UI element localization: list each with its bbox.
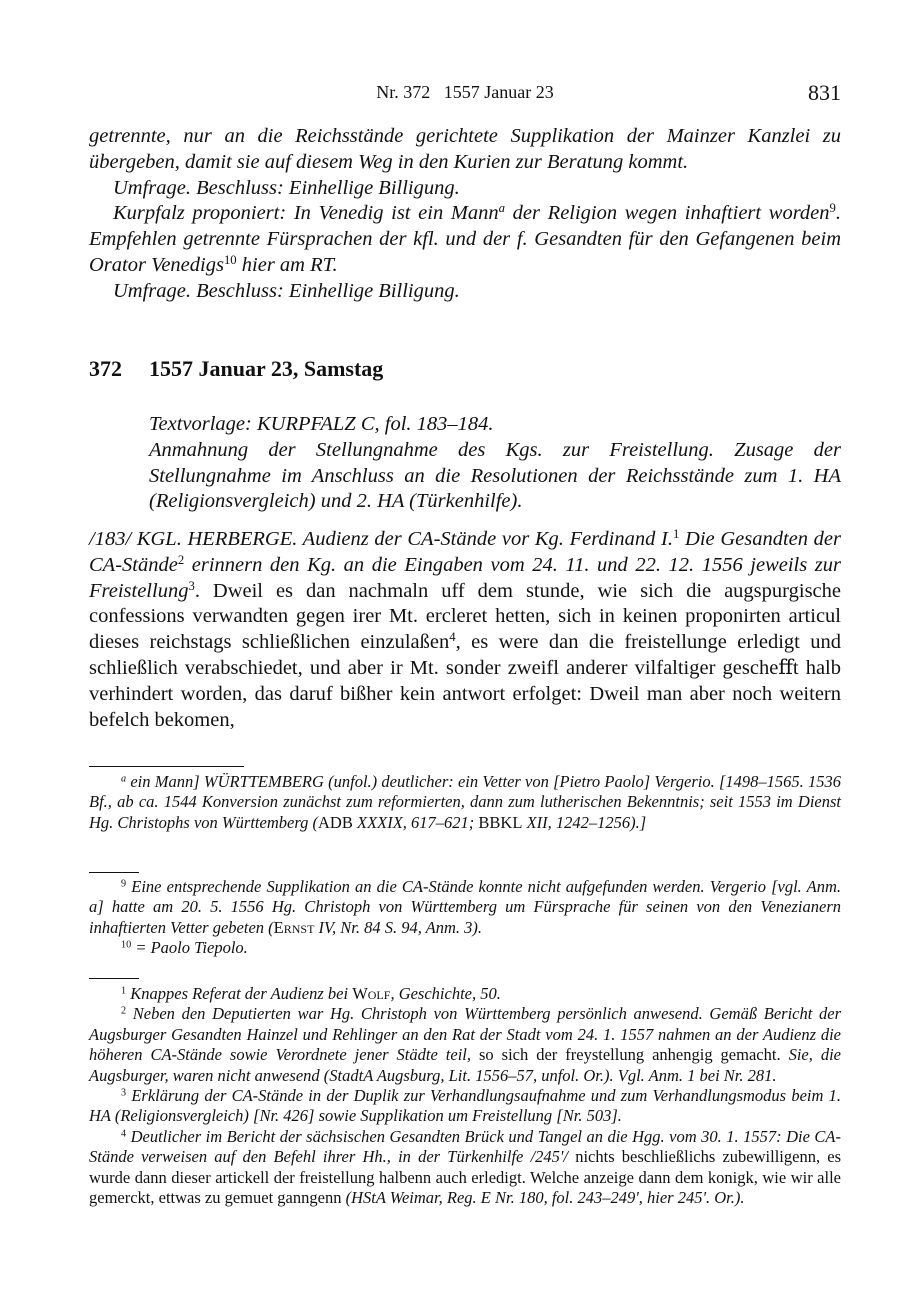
footnote-ref-1[interactable]: 1 — [673, 527, 680, 542]
text-run: KGL. HERBERGE. Audienz der CA-Stände vor Kg. Ferdinand I. — [131, 528, 674, 550]
text-run: BBKL — [478, 812, 523, 832]
previous-document-footnotes — [89, 877, 841, 959]
text-run: ADB — [318, 812, 353, 832]
footnote-rule — [89, 978, 139, 979]
text-run: Sie, die Augsburger, waren nicht anwesend (StadtA Augsburg, Lit. 1556–57, unfol. Or.). Vgl. Anm. 1 bei Nr. 281. — [89, 1045, 842, 1085]
footnote-3 — [89, 1086, 841, 1127]
text-run: IV, Nr. 84 S. 94, Anm. 3). — [314, 917, 483, 937]
quote-run: nichts beschließlichs zubewilligenn, es wurde dann dieser artickell der freistellung halbenn auch erledigt. Welche anzeige dann dem konigk, wie wir alle gemerckt, ettwas zu gemuet ganngenn — [89, 1147, 842, 1208]
text-run: XXXIX, 617–621; — [352, 812, 479, 832]
folio-marker: /183/ — [89, 528, 132, 550]
quote-run: , es were dan die freistellunge erledigt und schließlich verabschiedet, und aber ir Mt. sonder zweifl anderer vilfaltiger gescheﬀt halb verhindert worden, das daruf bißher kein antwort erfolget: Dweil man aber noch weitern befelch bekomen, — [89, 631, 841, 731]
text-run: Die Gesandten der CA-Stände — [89, 528, 841, 576]
footnote-mark: 3 — [121, 1087, 127, 1099]
text-run: . Empfehlen getrennte Fürsprachen der kfl. und der f. Gesandten für den Gefangenen beim Orator Venedigs — [89, 202, 841, 276]
running-head — [89, 80, 841, 106]
footnote-rule — [89, 766, 244, 767]
footnote-ref-2[interactable]: 2 — [177, 552, 185, 567]
document-abstract — [149, 412, 841, 515]
footnote-1 — [89, 984, 841, 1004]
text-run: (HStA Weimar, Reg. E Nr. 180, fol. 243–249', hier 245'. Or.). — [341, 1188, 745, 1208]
previous-document-continuation — [89, 124, 841, 305]
page-number: 831 — [808, 80, 841, 105]
paragraph — [89, 527, 841, 733]
footnote-mark: 10 — [121, 939, 132, 951]
footnote-ref-10[interactable]: 10 — [223, 253, 237, 267]
footnote-4 — [89, 1127, 841, 1209]
text-run: Neben den Deputierten war Hg. Christoph von Württemberg persönlich anwesend. Gemäß Bericht der Augsburger Gesandten Hainzel und Rehlinger an den Rat der Stadt vom 24. 1. 1557 nahmen an der Audienz die höheren CA-Stände sowie Verordnete jener Städte teil, — [89, 1004, 841, 1065]
author-name: Ernst — [273, 917, 315, 937]
paragraph: Umfrage. Beschluss: Einhellige Billigung. — [113, 176, 460, 199]
folio-marker: /245'/ — [530, 1147, 569, 1167]
main-text — [89, 527, 841, 733]
textvorlage: Textvorlage: KURPFALZ C, fol. 183–184. — [149, 413, 494, 435]
text-run: Erklärung der CA-Stände in der Duplik zur Verhandlungsaufnahme und zum Verhandlungsmodus beim 1. HA (Religionsvergleich) [Nr. 426] sowie Supplikation um Freistellung [Nr. 503]. — [89, 1086, 841, 1126]
footnote-ref-4[interactable]: 4 — [449, 630, 456, 645]
footnote-a — [89, 772, 841, 833]
document-date: 1557 Januar 23, Samstag — [149, 356, 384, 381]
footnote-ref-9[interactable]: 9 — [829, 201, 836, 216]
current-document-footnotes — [89, 984, 841, 1208]
summary: Anmahnung der Stellungnahme des Kgs. zur Freistellung. Zusage der Stellungnahme im Anschluss an die Resolutionen der Reichsstände zum 1. HA (Religionsvergleich) und 2. HA (Türkenhilfe). — [149, 438, 841, 513]
footnote-mark: 4 — [121, 1128, 127, 1140]
text-critical-footnotes — [89, 772, 841, 833]
paragraph: getrennte, nur an die Reichsstände gerichtete Supplikation der Mainzer Kanzlei zu übergeben, damit sie auf diesem Weg in den Kurien zur Beratung kommt. — [89, 125, 841, 173]
text-run: , Geschichte, 50. — [390, 984, 501, 1003]
text-run: Eine entsprechende Supplikation an die CA-Stände konnte nicht aufgefunden werden. Vergerio [vgl. Anm. a] hatte am 20. 5. 1556 Hg. Christoph von Württemberg um Fürsprache für seinen von den Venezianern inhaftierten Vetter gebeten ( — [89, 877, 841, 937]
footnote-2 — [89, 1004, 841, 1086]
footnote-mark: 9 — [121, 878, 127, 890]
footnote-ref-a[interactable]: a — [498, 201, 506, 216]
text-run: Kurpfalz proponiert: In Venedig ist ein Mann — [113, 202, 499, 225]
author-name: Wolf — [352, 984, 391, 1003]
document-heading — [89, 356, 383, 382]
running-head-title: Nr. 372 1557 Januar 23 — [376, 82, 554, 102]
footnote-mark: 1 — [121, 985, 127, 997]
text-run: Knappes Referat der Audienz bei — [126, 984, 353, 1003]
text-run: XII, 1242–1256).] — [522, 812, 647, 832]
text-run: = Paolo Tiepolo. — [131, 938, 248, 958]
text-run: Deutlicher im Bericht der sächsischen Gesandten Brück und Tangel an die Hgg. vom 30. 1. 1557: Die CA-Stände verweisen auf den Befehl ihrer Hh., in der Türkenhilfe — [89, 1126, 841, 1167]
paragraph: Umfrage. Beschluss: Einhellige Billigung. — [113, 279, 460, 302]
footnote-9 — [89, 877, 841, 938]
text-run: erinnern den Kg. an die Eingaben vom 24. 11. und 22. 12. 1556 jeweils zur Freistellung — [89, 553, 841, 602]
footnote-mark: 2 — [121, 1005, 127, 1017]
text-run: ein Mann] WÜRTTEMBERG (unfol.) deutlicher: ein Vetter von [Pietro Paolo] Vergerio. [1498–1565. 1536 Bf., ab ca. 1544 Konversion zunächst zum reformierten, dann zum lutherischen Bekenntnis; seit 1553 im Dienst Hg. Christophs von Württemberg ( — [89, 772, 841, 832]
quote-run: so sich der freystellung anhengig gemacht. — [471, 1045, 781, 1065]
document-number: 372 — [89, 356, 122, 381]
paragraph — [89, 201, 841, 278]
quote-run: . Dweil es dan nachmaln uff dem stunde, wie sich die augspurgische confessions verwandten gegen irer Mt. ercleret hetten, sich in keinen proponirten articul dieses reichstags schließlichen einzulaßen — [89, 579, 841, 654]
text-run: der Religion wegen inhaftiert worden — [505, 202, 830, 225]
footnote-mark: a — [121, 773, 127, 785]
footnote-ref-3[interactable]: 3 — [188, 578, 195, 593]
footnote-10 — [89, 938, 841, 958]
footnote-rule — [89, 872, 139, 873]
text-run: hier am RT. — [236, 253, 338, 276]
